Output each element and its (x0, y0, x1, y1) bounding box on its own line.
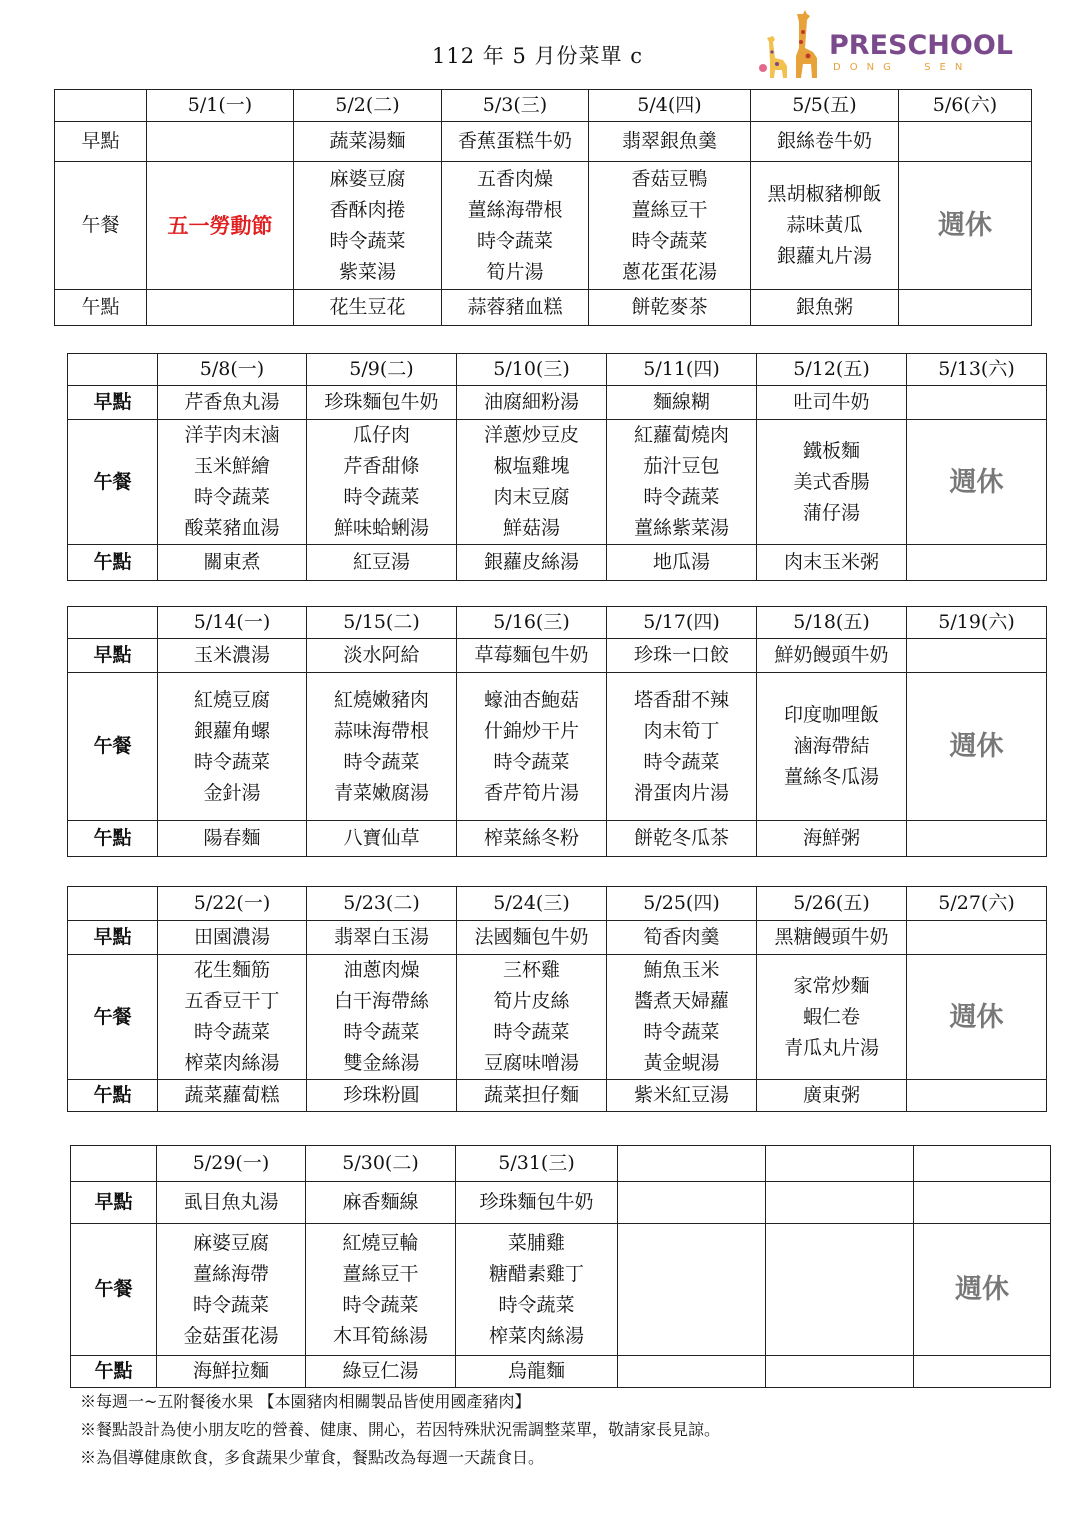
snack-cell: 榨菜絲冬粉 (457, 821, 607, 857)
breakfast-cell (907, 639, 1047, 673)
lunch-cell (294, 162, 442, 290)
lunch-row (55, 162, 1032, 290)
day-header: 5/6(六) (899, 90, 1032, 122)
lunch-cell (607, 955, 757, 1080)
breakfast-row (55, 122, 1032, 162)
snack-label: 午點 (68, 545, 158, 581)
snack-cell: 八寶仙草 (307, 821, 457, 857)
breakfast-row (68, 639, 1047, 673)
day-header-row (68, 354, 1047, 386)
breakfast-label: 早點 (68, 921, 158, 955)
day-header: 5/31(三) (456, 1146, 618, 1182)
snack-cell (907, 1080, 1047, 1112)
lunch-item: 薑絲海帶 (192, 1262, 269, 1285)
lunch-label: 午餐 (55, 162, 147, 290)
lunch-cell (907, 673, 1047, 821)
lunch-cell (757, 420, 907, 545)
day-header: 5/9(二) (307, 354, 457, 386)
lunch-item: 塔香甜不辣 (633, 688, 729, 711)
corner-cell (71, 1146, 157, 1182)
snack-cell (899, 290, 1032, 326)
preschool-logo (753, 8, 1033, 82)
lunch-item: 薑絲紫菜湯 (633, 517, 729, 539)
snack-cell (914, 1356, 1051, 1388)
lunch-row (68, 673, 1047, 821)
snack-cell: 珍珠粉圓 (307, 1080, 457, 1112)
snack-cell: 海鮮粥 (757, 821, 907, 857)
breakfast-cell: 筍香肉羹 (607, 921, 757, 955)
lunch-row (68, 955, 1047, 1080)
week-table (67, 886, 1047, 1112)
lunch-cell (157, 1224, 306, 1356)
lunch-item: 鮮菇湯 (502, 517, 560, 539)
lunch-cell (158, 673, 307, 821)
lunch-item: 時令蔬菜 (476, 229, 553, 252)
snack-cell: 花生豆花 (294, 290, 442, 326)
lunch-item: 洋芋肉末滷 (184, 424, 280, 446)
breakfast-cell: 珍珠麵包牛奶 (456, 1182, 618, 1224)
lunch-item: 時令蔬菜 (193, 750, 270, 773)
snack-cell: 紫米紅豆湯 (607, 1080, 757, 1112)
lunch-cell (757, 955, 907, 1080)
day-header: 5/14(一) (158, 607, 307, 639)
snack-cell: 蔬菜蘿蔔糕 (158, 1080, 307, 1112)
lunch-item: 芹香甜條 (343, 455, 420, 477)
lunch-item: 時令蔬菜 (329, 229, 406, 252)
lunch-cell (158, 955, 307, 1080)
lunch-item: 青瓜丸片湯 (783, 1036, 879, 1059)
lunch-label: 午餐 (68, 955, 158, 1080)
snack-label: 午點 (68, 821, 158, 857)
breakfast-cell: 鮮奶饅頭牛奶 (757, 639, 907, 673)
day-header: 5/5(五) (751, 90, 899, 122)
lunch-item: 香酥肉捲 (329, 198, 406, 221)
lunch-cell (766, 1224, 914, 1356)
day-header (914, 1146, 1051, 1182)
snack-label: 午點 (68, 1080, 158, 1112)
day-header: 5/17(四) (607, 607, 757, 639)
breakfast-cell: 蔬菜湯麵 (294, 122, 442, 162)
snack-cell: 陽春麵 (158, 821, 307, 857)
lunch-cell (589, 162, 751, 290)
holiday-label: 五一勞動節 (167, 213, 273, 238)
day-header: 5/12(五) (757, 354, 907, 386)
lunch-item: 紫菜湯 (338, 260, 396, 283)
snack-cell: 餅乾麥茶 (589, 290, 751, 326)
snack-cell (907, 821, 1047, 857)
day-header (766, 1146, 914, 1182)
breakfast-label: 早點 (71, 1182, 157, 1224)
lunch-cell (457, 955, 607, 1080)
snack-label: 午點 (71, 1356, 157, 1388)
lunch-item: 時令蔬菜 (343, 486, 420, 508)
lunch-item: 黃金蜆湯 (643, 1052, 720, 1074)
lunch-cell (147, 162, 294, 290)
breakfast-cell: 田園濃湯 (158, 921, 307, 955)
breakfast-cell: 珍珠麵包牛奶 (307, 386, 457, 420)
lunch-item: 蠔油杏鮑菇 (483, 688, 579, 711)
lunch-item: 麻婆豆腐 (192, 1231, 269, 1254)
weekend-label: 週休 (949, 1001, 1004, 1033)
lunch-cell (442, 162, 589, 290)
week-table (70, 1145, 1051, 1388)
breakfast-cell (899, 122, 1032, 162)
lunch-item: 紅燒豆腐 (193, 688, 270, 711)
snack-cell: 紅豆湯 (307, 545, 457, 581)
lunch-item: 時令蔬菜 (193, 486, 270, 508)
logo-word: PRESCHOOL (829, 30, 1013, 61)
breakfast-cell: 油腐細粉湯 (457, 386, 607, 420)
lunch-cell (457, 673, 607, 821)
week-table (67, 353, 1047, 581)
breakfast-cell (618, 1182, 766, 1224)
lunch-item: 銀蘿角螺 (193, 719, 270, 742)
lunch-item: 時令蔬菜 (643, 750, 720, 773)
lunch-cell (751, 162, 899, 290)
day-header-row (55, 90, 1032, 122)
breakfast-cell: 香蕉蛋糕牛奶 (442, 122, 589, 162)
lunch-item: 五香豆干丁 (184, 990, 280, 1012)
lunch-label: 午餐 (68, 673, 158, 821)
lunch-cell (757, 673, 907, 821)
lunch-item: 菜脯雞 (507, 1231, 565, 1254)
snack-cell: 海鮮拉麵 (157, 1356, 306, 1388)
lunch-cell (907, 420, 1047, 545)
lunch-cell (306, 1224, 456, 1356)
lunch-item: 油蔥肉燥 (343, 959, 420, 981)
day-header: 5/26(五) (757, 887, 907, 921)
lunch-row (68, 420, 1047, 545)
lunch-item: 麻婆豆腐 (329, 167, 406, 190)
lunch-item: 蒜味海帶根 (333, 719, 429, 742)
lunch-item: 薑絲海帶根 (467, 198, 563, 221)
lunch-item: 紅燒豆輪 (342, 1231, 419, 1254)
lunch-cell (158, 420, 307, 545)
breakfast-cell: 珍珠一口餃 (607, 639, 757, 673)
lunch-item: 蒲仔湯 (802, 501, 860, 524)
lunch-item: 時令蔬菜 (193, 1021, 270, 1043)
breakfast-cell: 麻香麵線 (306, 1182, 456, 1224)
lunch-item: 滑蛋肉片湯 (633, 781, 729, 804)
breakfast-cell (907, 921, 1047, 955)
lunch-item: 金針湯 (203, 781, 261, 804)
lunch-item: 香菇豆鴨 (631, 167, 708, 190)
lunch-item: 肉末筍丁 (643, 719, 720, 742)
lunch-item: 糖醋素雞丁 (488, 1262, 584, 1285)
lunch-item: 薑絲冬瓜湯 (783, 766, 879, 788)
lunch-cell (307, 420, 457, 545)
snack-cell (618, 1356, 766, 1388)
day-header: 5/8(一) (158, 354, 307, 386)
lunch-item: 鮪魚玉米 (643, 959, 720, 981)
snack-cell: 蔬菜担仔麵 (457, 1080, 607, 1112)
breakfast-cell: 淡水阿給 (307, 639, 457, 673)
breakfast-label: 早點 (55, 122, 147, 162)
lunch-item: 白干海帶絲 (333, 990, 429, 1012)
breakfast-cell: 吐司牛奶 (757, 386, 907, 420)
lunch-item: 榨菜肉絲湯 (184, 1052, 280, 1074)
lunch-item: 鐵板麵 (802, 439, 860, 462)
day-header: 5/11(四) (607, 354, 757, 386)
corner-cell (68, 354, 158, 386)
day-header: 5/16(三) (457, 607, 607, 639)
lunch-item: 五香肉燥 (476, 167, 553, 190)
corner-cell (68, 887, 158, 921)
lunch-item: 豆腐味噌湯 (483, 1052, 579, 1074)
lunch-item: 時令蔬菜 (343, 750, 420, 773)
lunch-item: 椒塩雞塊 (493, 455, 570, 477)
lunch-item: 香芹筍片湯 (483, 781, 579, 804)
breakfast-cell: 麵線糊 (607, 386, 757, 420)
lunch-item: 筍片皮絲 (493, 990, 570, 1012)
page-title: 112 年 5 月份菜單 c (432, 44, 643, 68)
day-header: 5/24(三) (457, 887, 607, 921)
breakfast-row (71, 1182, 1051, 1224)
giraffe-icon (753, 8, 829, 82)
weekend-label: 週休 (949, 466, 1004, 498)
lunch-item: 家常炒麵 (793, 974, 870, 997)
lunch-item: 時令蔬菜 (493, 750, 570, 773)
snack-row (68, 545, 1047, 581)
snack-label: 午點 (55, 290, 147, 326)
lunch-item: 醬煮天婦蘿 (633, 990, 729, 1012)
lunch-item: 薑絲豆干 (631, 198, 708, 221)
breakfast-cell (766, 1182, 914, 1224)
lunch-item: 酸菜豬血湯 (184, 517, 280, 539)
breakfast-row (68, 386, 1047, 420)
snack-cell: 烏龍麵 (456, 1356, 618, 1388)
snack-cell: 地瓜湯 (607, 545, 757, 581)
week-table (54, 89, 1032, 326)
lunch-item: 蝦仁卷 (802, 1005, 860, 1028)
day-header: 5/4(四) (589, 90, 751, 122)
breakfast-label: 早點 (68, 386, 158, 420)
snack-row (55, 290, 1032, 326)
lunch-cell (307, 955, 457, 1080)
weekend-label: 週休 (949, 731, 1004, 762)
breakfast-cell: 芹香魚丸湯 (158, 386, 307, 420)
breakfast-cell: 玉米濃湯 (158, 639, 307, 673)
lunch-item: 銀蘿丸片湯 (776, 245, 872, 267)
snack-cell (147, 290, 294, 326)
lunch-item: 青菜嫩腐湯 (333, 781, 429, 804)
lunch-item: 印度咖哩飯 (783, 704, 879, 726)
lunch-item: 時令蔬菜 (342, 1293, 419, 1316)
lunch-cell (618, 1224, 766, 1356)
lunch-item: 滷海帶結 (793, 735, 870, 757)
lunch-item: 蒜味黃瓜 (786, 214, 863, 236)
breakfast-cell: 草莓麵包牛奶 (457, 639, 607, 673)
breakfast-cell (907, 386, 1047, 420)
day-header: 5/13(六) (907, 354, 1047, 386)
lunch-item: 時令蔬菜 (493, 1021, 570, 1043)
snack-cell (907, 545, 1047, 581)
lunch-item: 玉米鮮繪 (193, 455, 270, 477)
lunch-item: 紅蘿蔔燒肉 (633, 424, 729, 446)
lunch-item: 雙金絲湯 (343, 1052, 420, 1074)
day-header: 5/15(二) (307, 607, 457, 639)
note-line: ※為倡導健康飲食，多食蔬果少葷食，餐點改為每週一天蔬食日。 (80, 1448, 545, 1467)
lunch-item: 瓜仔肉 (352, 424, 410, 446)
week-table (67, 606, 1047, 857)
lunch-item: 茄汁豆包 (643, 455, 720, 477)
day-header: 5/27(六) (907, 887, 1047, 921)
logo-subtitle: DONG SEN (833, 62, 972, 73)
lunch-item: 木耳筍絲湯 (332, 1324, 428, 1347)
day-header: 5/3(三) (442, 90, 589, 122)
lunch-item: 黑胡椒豬柳飯 (767, 183, 882, 205)
note-line: ※餐點設計為使小朋友吃的營養、健康、開心，若因特殊狀況需調整菜單，敬請家長見諒。 (80, 1420, 721, 1439)
lunch-item: 什錦炒干片 (483, 719, 579, 742)
day-header: 5/19(六) (907, 607, 1047, 639)
breakfast-cell: 翡翠白玉湯 (307, 921, 457, 955)
weekend-label: 週休 (938, 210, 992, 241)
lunch-row (71, 1224, 1051, 1356)
corner-cell (68, 607, 158, 639)
day-header: 5/23(二) (307, 887, 457, 921)
breakfast-cell (914, 1182, 1051, 1224)
lunch-cell (914, 1224, 1051, 1356)
lunch-item: 蔥花蛋花湯 (621, 260, 717, 283)
day-header: 5/10(三) (457, 354, 607, 386)
day-header: 5/1(一) (147, 90, 294, 122)
lunch-cell (457, 420, 607, 545)
lunch-item: 時令蔬菜 (343, 1021, 420, 1043)
breakfast-cell (147, 122, 294, 162)
snack-cell: 蒜蓉豬血糕 (442, 290, 589, 326)
snack-row (68, 1080, 1047, 1112)
snack-row (71, 1356, 1051, 1388)
day-header: 5/25(四) (607, 887, 757, 921)
lunch-item: 洋蔥炒豆皮 (483, 424, 579, 446)
lunch-item: 薑絲豆干 (342, 1262, 419, 1285)
snack-cell: 肉末玉米粥 (757, 545, 907, 581)
breakfast-row (68, 921, 1047, 955)
lunch-cell (456, 1224, 618, 1356)
lunch-item: 時令蔬菜 (631, 229, 708, 252)
lunch-cell (607, 420, 757, 545)
lunch-cell (899, 162, 1032, 290)
day-header: 5/2(二) (294, 90, 442, 122)
day-header-row (68, 887, 1047, 921)
lunch-item: 鮮味蛤蜊湯 (333, 517, 429, 539)
day-header (618, 1146, 766, 1182)
lunch-label: 午餐 (68, 420, 158, 545)
snack-cell: 綠豆仁湯 (306, 1356, 456, 1388)
lunch-item: 榨菜肉絲湯 (488, 1324, 584, 1347)
lunch-cell (607, 673, 757, 821)
breakfast-cell: 翡翠銀魚羹 (589, 122, 751, 162)
lunch-item: 時令蔬菜 (643, 1021, 720, 1043)
breakfast-cell: 虱目魚丸湯 (157, 1182, 306, 1224)
day-header: 5/18(五) (757, 607, 907, 639)
lunch-item: 時令蔬菜 (643, 486, 720, 508)
breakfast-label: 早點 (68, 639, 158, 673)
lunch-item: 美式香腸 (793, 470, 870, 493)
snack-cell (766, 1356, 914, 1388)
snack-cell: 銀蘿皮絲湯 (457, 545, 607, 581)
lunch-item: 時令蔬菜 (192, 1293, 269, 1316)
lunch-cell (907, 955, 1047, 1080)
lunch-label: 午餐 (71, 1224, 157, 1356)
corner-cell (55, 90, 147, 122)
day-header-row (68, 607, 1047, 639)
snack-cell: 銀魚粥 (751, 290, 899, 326)
lunch-item: 肉末豆腐 (493, 486, 570, 508)
lunch-item: 紅燒嫩豬肉 (333, 688, 429, 711)
lunch-item: 三杯雞 (502, 959, 560, 981)
day-header: 5/22(一) (158, 887, 307, 921)
snack-cell: 廣東粥 (757, 1080, 907, 1112)
lunch-cell (307, 673, 457, 821)
breakfast-cell: 銀絲卷牛奶 (751, 122, 899, 162)
weekend-label: 週休 (955, 1274, 1009, 1305)
snack-cell: 關東煮 (158, 545, 307, 581)
day-header: 5/29(一) (157, 1146, 306, 1182)
note-line: ※每週一~五附餐後水果 【本園豬肉相關製品皆使用國產豬肉】 (80, 1392, 531, 1411)
day-header: 5/30(二) (306, 1146, 456, 1182)
lunch-item: 筍片湯 (486, 260, 544, 283)
breakfast-cell: 法國麵包牛奶 (457, 921, 607, 955)
snack-cell: 餅乾冬瓜茶 (607, 821, 757, 857)
notes (80, 1388, 1040, 1472)
lunch-item: 時令蔬菜 (498, 1293, 575, 1316)
day-header-row (71, 1146, 1051, 1182)
lunch-item: 金菇蛋花湯 (183, 1324, 279, 1347)
lunch-item: 花生麵筋 (193, 959, 270, 981)
snack-row (68, 821, 1047, 857)
breakfast-cell: 黑糖饅頭牛奶 (757, 921, 907, 955)
